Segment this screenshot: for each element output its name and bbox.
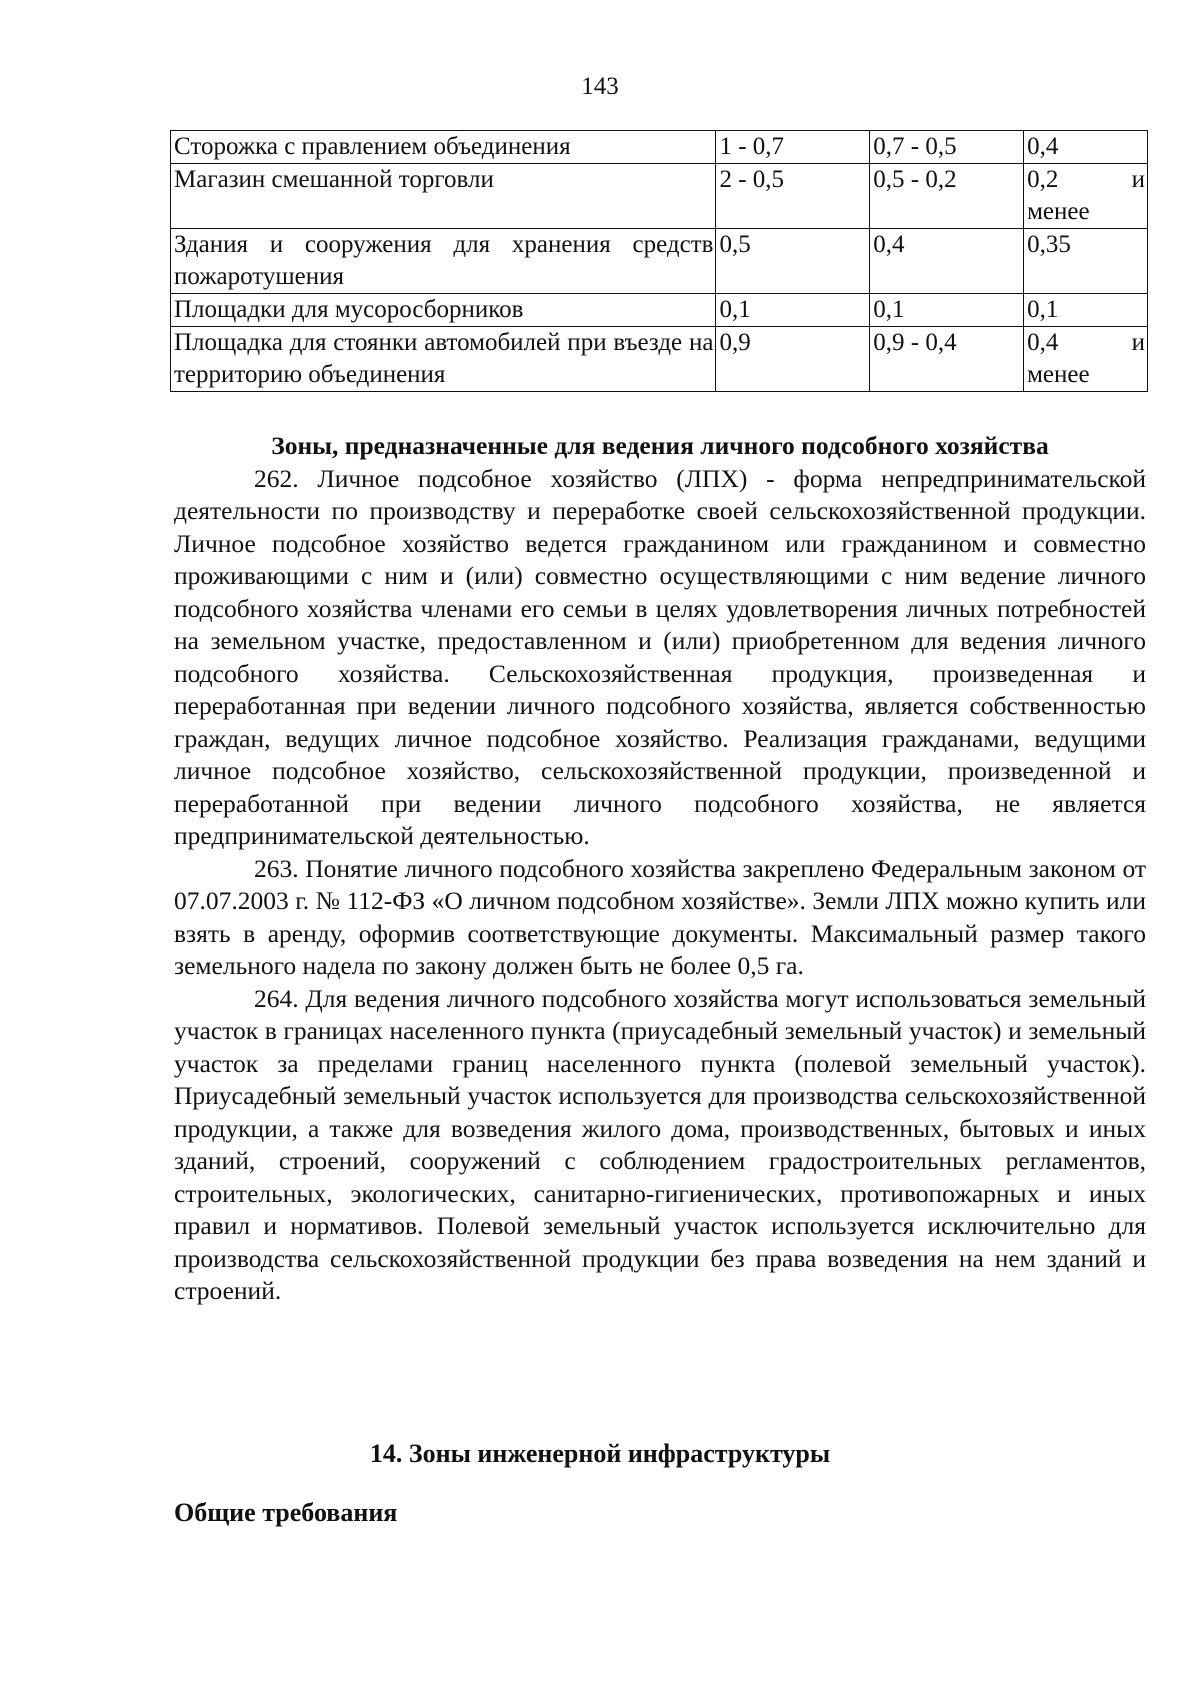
subheading: Общие требования (174, 1498, 398, 1527)
page-number: 143 (581, 73, 619, 100)
table-cell-value (1024, 131, 1148, 164)
cell-suffix: менее (1027, 198, 1090, 225)
table-row (171, 164, 1148, 229)
cell-suffix: менее (1027, 361, 1090, 388)
paragraph-264: 264. Для ведения личного подсобного хозяйства могут использоваться земельный участок в границах населенного пункта (приусадебный земельный участок) и земельный участок за пределами границ населенного пункта (полевой земельный участок). Приусадебный земельный участок используется для производства сельскохозяйственной продукции, а также для возведения жилого дома, производственных, бытовых и иных зданий, строений, сооружений с соблюдением градостроительных регламентов, строительных, экологических, санитарно-гигиенических, противопожарных и иных правил и нормативов. Полевой земельный участок используется исключительно для производства сельскохозяйственной продукции без права возведения на нем зданий и строений. (174, 983, 1146, 1305)
table-row (171, 294, 1148, 327)
table-cell-value: 0,9 - 0,4 (870, 327, 1024, 392)
table-cell-value (1024, 164, 1148, 229)
table-cell-value: 1 - 0,7 (716, 131, 870, 164)
table-cell-value: 0,1 (716, 294, 870, 327)
table-cell-value: 0,4 (870, 229, 1024, 294)
table-cell-object: Сторожка с правлением объединения (171, 131, 716, 164)
table-cell-value: 0,5 (716, 229, 870, 294)
table-cell-object: Площадка для стоянки автомобилей при въезде на территорию объединения (171, 327, 716, 392)
table-cell-value (1024, 229, 1148, 294)
table-cell-object: Здания и сооружения для хранения средств пожаротушения (171, 229, 716, 294)
table-cell-value: 2 - 0,5 (716, 164, 870, 229)
table-cell-value: 0,9 (716, 327, 870, 392)
cell-conjunction: и (1131, 329, 1145, 356)
cell-conjunction: и (1131, 166, 1145, 193)
cell-value: 0,4 (1027, 329, 1059, 356)
cell-value: 0,4 (1027, 133, 1059, 160)
table-row (171, 131, 1148, 164)
norms-table (170, 130, 1148, 392)
table-cell-object: Площадки для мусоросборников (171, 294, 716, 327)
table-cell-object: Магазин смешанной торговли (171, 164, 716, 229)
cell-value: 0,35 (1027, 231, 1071, 258)
section-heading: Зоны, предназначенные для ведения личного подсобного хозяйства (271, 431, 1049, 460)
cell-value: 0,2 (1027, 166, 1059, 193)
table-row (171, 327, 1148, 392)
cell-value: 0,1 (1027, 296, 1059, 323)
table-cell-value: 0,1 (870, 294, 1024, 327)
table-row (171, 229, 1148, 294)
paragraph-263: 263. Понятие личного подсобного хозяйства закреплено Федеральным законом от 07.07.2003 г. № 112-ФЗ «О личном подсобном хозяйстве». Земли ЛПХ можно купить или взять в аренду, оформив соответствующие документы. Максимальный размер такого земельного надела по закону должен быть не более 0,5 га. (174, 853, 1146, 980)
table-cell-value (1024, 327, 1148, 392)
table-cell-value: 0,7 - 0,5 (870, 131, 1024, 164)
main-content (174, 430, 1146, 1308)
paragraph-262: 262. Личное подсобное хозяйство (ЛПХ) - форма непредпринимательской деятельности по производству и переработке своей сельскохозяйственной продукции. Личное подсобное хозяйство ведется гражданином или гражданином и совместно проживающими с ним и (или) совместно осуществляющими с ним ведение личного подсобного хозяйства членами его семьи в целях удовлетворения личных потребностей на земельном участке, предоставленном и (или) приобретенном для ведения личного подсобного хозяйства. Сельскохозяйственная продукция, произведенная и переработанная при ведении личного подсобного хозяйства, является собственностью граждан, ведущих личное подсобное хозяйство. Реализация гражданами, ведущими личное подсобное хозяйство, сельскохозяйственной продукции, произведенной и переработанной при ведении личного подсобного хозяйства, не является предпринимательской деятельностью. (174, 463, 1146, 850)
chapter-heading: 14. Зоны инженерной инфраструктуры (369, 1439, 831, 1468)
table-cell-value: 0,5 - 0,2 (870, 164, 1024, 229)
table-cell-value (1024, 294, 1148, 327)
